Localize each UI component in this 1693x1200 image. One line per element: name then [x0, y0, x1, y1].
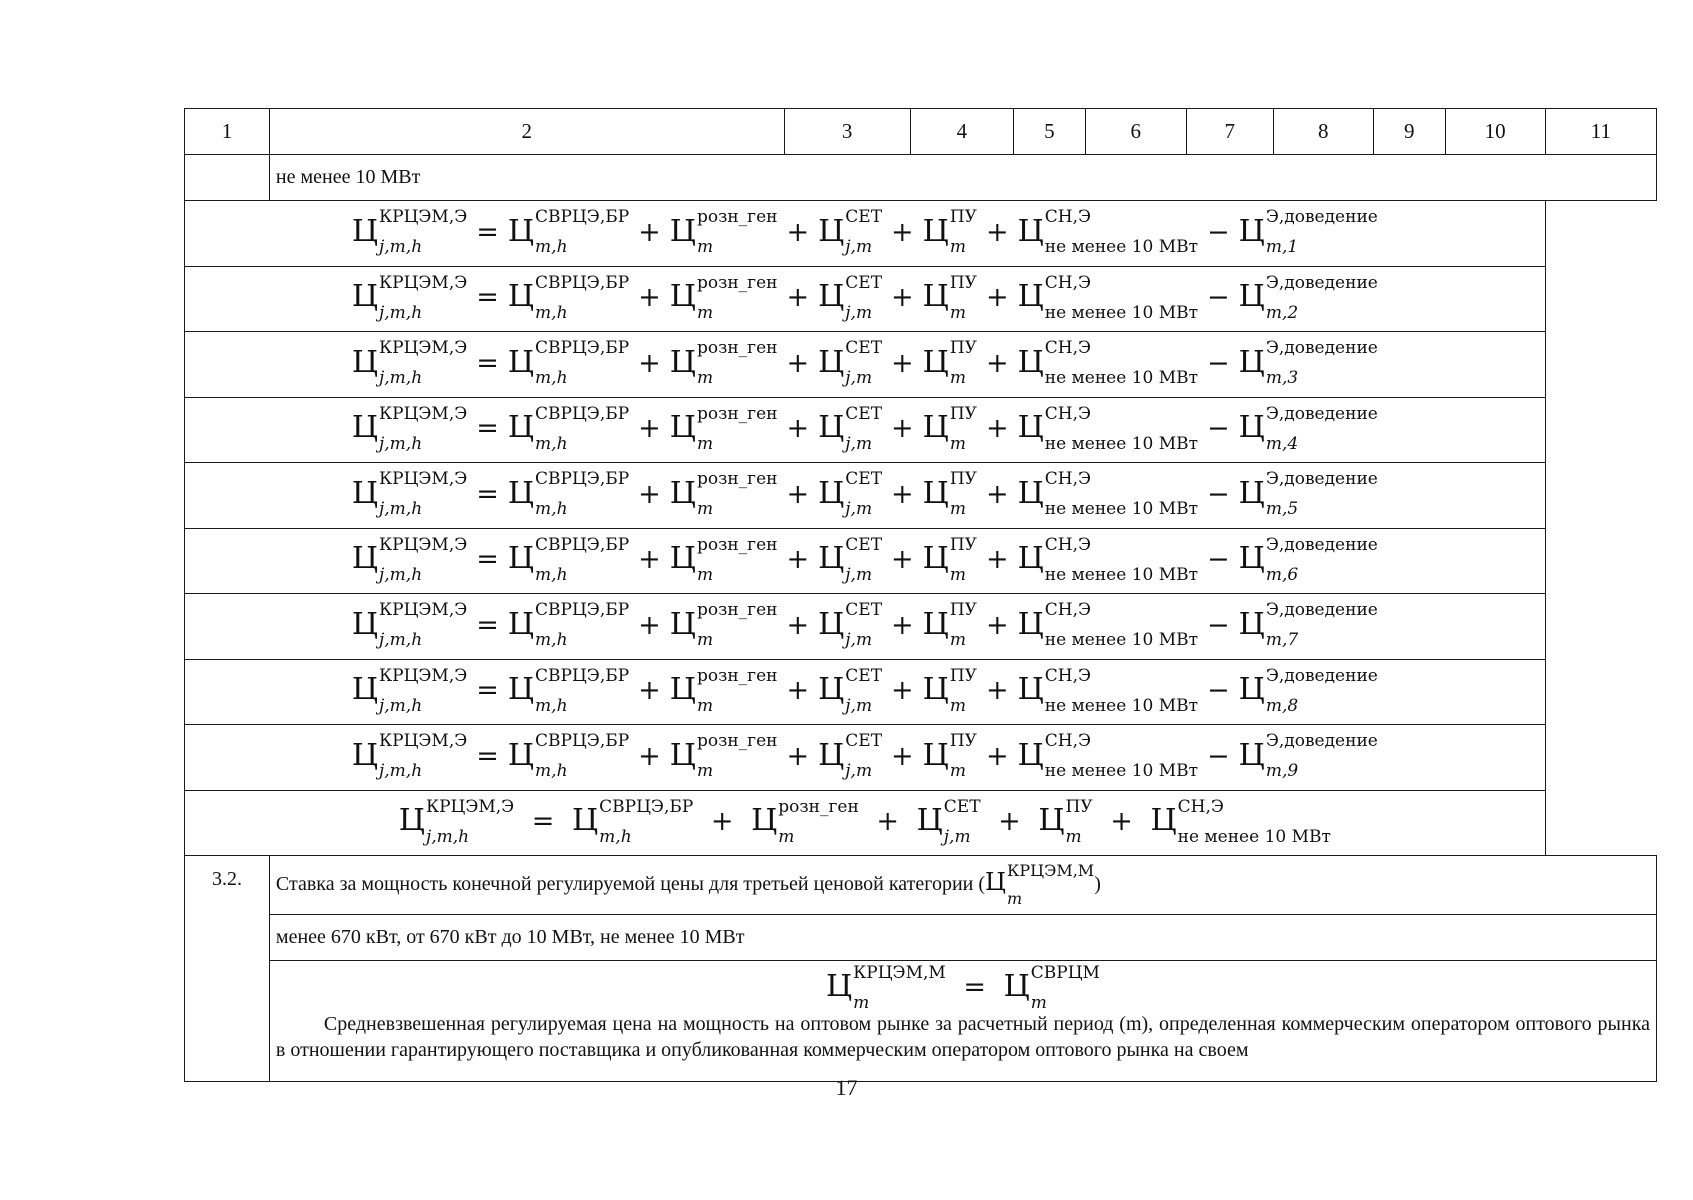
formula-doved: Ц КРЦЭМ,Э j,m,h = Ц СВРЦЭ,БР m,h + Ц розн_ген m + Ц СЕТ j,m + Ц ПУ m + Ц СН,Э не менее 10 МВт − Ц Э,доведение m,8 — [351, 665, 1378, 716]
formula-row — [185, 725, 1657, 791]
formula-doved: Ц КРЦЭМ,Э j,m,h = Ц СВРЦЭ,БР m,h + Ц розн_ген m + Ц СЕТ j,m + Ц ПУ m + Ц СН,Э не менее 10 МВт − Ц Э,доведение m,3 — [351, 338, 1378, 389]
column-header: 2 — [269, 109, 784, 155]
formula-cell — [185, 725, 1546, 791]
formula-doved: Ц КРЦЭМ,Э j,m,h = Ц СВРЦЭ,БР m,h + Ц розн_ген m + Ц СЕТ j,m + Ц ПУ m + Ц СН,Э не менее 10 МВт − Ц Э,доведение m,6 — [351, 534, 1378, 585]
column-header: 7 — [1186, 109, 1273, 155]
title-sub: m — [1006, 889, 1023, 909]
section-label-row — [185, 155, 1657, 201]
formula-cell — [185, 266, 1546, 332]
row-3-2-categories — [185, 915, 1657, 961]
formula-cell — [185, 594, 1546, 660]
row-title-text: Ставка за мощность конечной регулируемой цены для третьей ценовой категории ( — [275, 872, 986, 895]
column-header: 9 — [1373, 109, 1445, 155]
tariff-table — [184, 108, 1657, 1082]
row-number: 3.2. — [185, 856, 270, 1082]
formula-row — [185, 201, 1657, 267]
column-header: 4 — [910, 109, 1013, 155]
description-paragraph: Средневзвешенная регулируемая цена на мощность на оптовом рынке за расчетный период (m), определенная коммерческим оператором оптового рынка в отношении гарантирующего поставщика и опубликованная коммерческим оператором оптового рынка на своем — [275, 1012, 1650, 1061]
formula-row — [185, 397, 1657, 463]
column-header: 6 — [1085, 109, 1186, 155]
column-header: 11 — [1545, 109, 1656, 155]
formula-cell — [185, 332, 1546, 398]
formula-row — [185, 594, 1657, 660]
formula-power: Ц КРЦЭМ,М m = Ц СВРЦМ m — [825, 963, 1100, 1013]
formula-cell-power — [269, 961, 1656, 1082]
row-title: Ставка за мощность конечной регулируемой цены для третьей ценовой категории (Ц КРЦЭМ,М m ) — [269, 856, 1656, 915]
section-label: не менее 10 МВт — [269, 155, 1656, 201]
column-header: 1 — [185, 109, 270, 155]
column-header: 3 — [784, 109, 910, 155]
formula-row — [185, 332, 1657, 398]
formula-doved: Ц КРЦЭМ,Э j,m,h = Ц СВРЦЭ,БР m,h + Ц розн_ген m + Ц СЕТ j,m + Ц ПУ m + Ц СН,Э не менее 10 МВт − Ц Э,доведение m,5 — [351, 469, 1378, 520]
formula-cell — [185, 201, 1546, 267]
formula-cell — [185, 463, 1546, 529]
formula-doved: Ц КРЦЭМ,Э j,m,h = Ц СВРЦЭ,БР m,h + Ц розн_ген m + Ц СЕТ j,m + Ц ПУ m + Ц СН,Э не менее 10 МВт − Ц Э,доведение m,7 — [351, 600, 1378, 651]
formula-doved: Ц КРЦЭМ,Э j,m,h = Ц СВРЦЭ,БР m,h + Ц розн_ген m + Ц СЕТ j,m + Ц ПУ m + Ц СН,Э не менее 10 МВт − Ц Э,доведение m,1 — [351, 207, 1378, 258]
formula-row — [185, 266, 1657, 332]
row-3-2-title — [185, 856, 1657, 915]
formula-cell — [185, 659, 1546, 725]
row-3-2-formula — [185, 961, 1657, 1082]
column-header: 8 — [1273, 109, 1373, 155]
page-number: 17 — [835, 1075, 858, 1100]
column-header: 10 — [1445, 109, 1545, 155]
formula-rows — [185, 201, 1657, 791]
categories-text: менее 670 кВт, от 670 кВт до 10 МВт, не менее 10 МВт — [269, 915, 1656, 961]
formula-cell — [185, 397, 1546, 463]
formula-doved: Ц КРЦЭМ,Э j,m,h = Ц СВРЦЭ,БР m,h + Ц розн_ген m + Ц СЕТ j,m + Ц ПУ m + Ц СН,Э не менее 10 МВт − Ц Э,доведение m,4 — [351, 403, 1378, 454]
formula-cell — [185, 528, 1546, 594]
formula-cell — [185, 790, 1546, 856]
column-header: 5 — [1013, 109, 1085, 155]
formula-doved: Ц КРЦЭМ,Э j,m,h = Ц СВРЦЭ,БР m,h + Ц розн_ген m + Ц СЕТ j,m + Ц ПУ m + Ц СН,Э не менее 10 МВт − Ц Э,доведение m,2 — [351, 272, 1378, 323]
formula-row — [185, 659, 1657, 725]
formula-doved: Ц КРЦЭМ,Э j,m,h = Ц СВРЦЭ,БР m,h + Ц розн_ген m + Ц СЕТ j,m + Ц ПУ m + Ц СН,Э не менее 10 МВт − Ц Э,доведение m,9 — [351, 731, 1378, 782]
formula-row — [185, 528, 1657, 594]
title-sup: КРЦЭМ,М — [1006, 860, 1095, 880]
column-header-row — [185, 109, 1657, 155]
formula-row — [185, 463, 1657, 529]
row-number-cell-empty — [185, 155, 270, 201]
formula-base: Ц КРЦЭМ,Э j,m,h = Ц СВРЦЭ,БР m,h + Ц розн_ген m + Ц СЕТ j,m + Ц ПУ m + Ц СН,Э не менее 10 МВт — [398, 796, 1331, 847]
formula-row-base — [185, 790, 1657, 856]
